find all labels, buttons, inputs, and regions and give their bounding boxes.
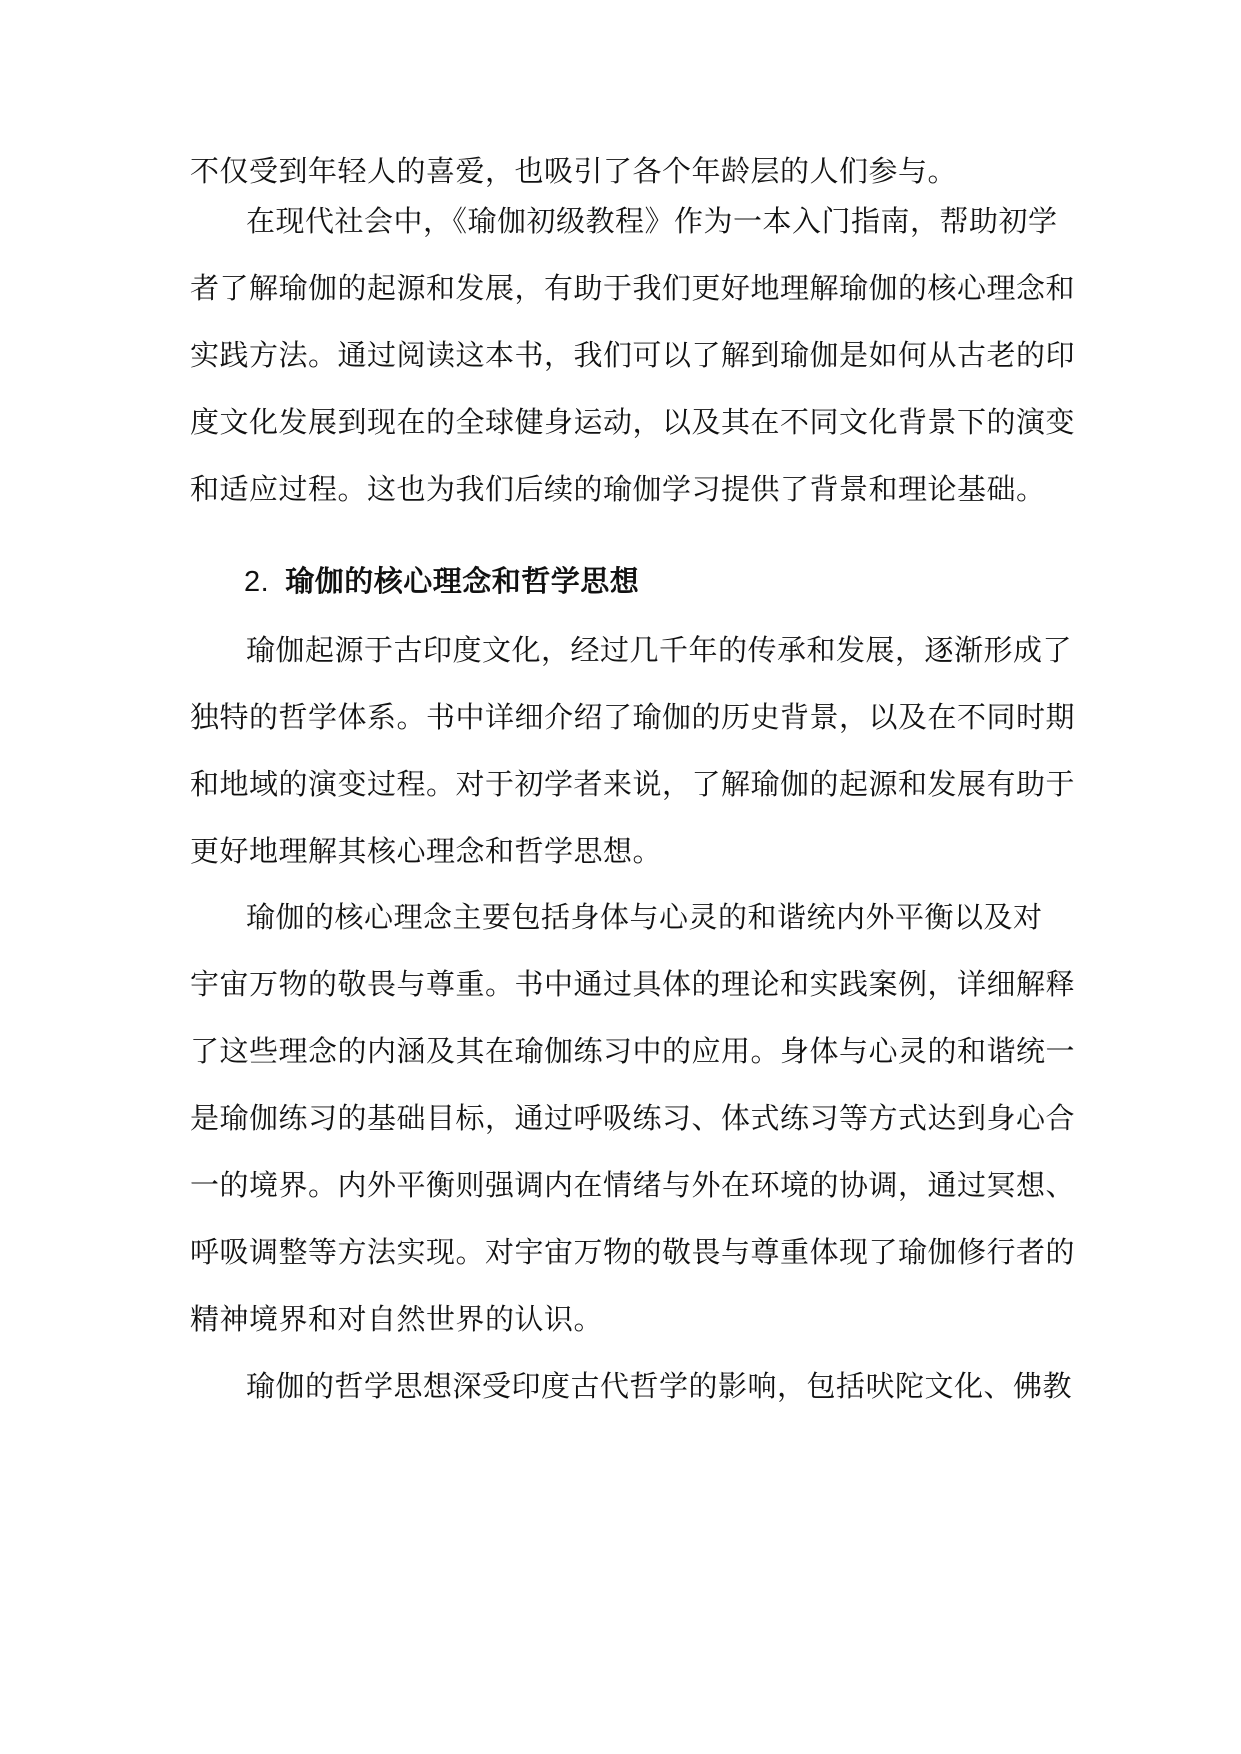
paragraph-line: 宇宙万物的敬畏与尊重。书中通过具体的理论和实践案例，详细解释 — [190, 967, 1076, 1001]
paragraph-line: 度文化发展到现在的全球健身运动，以及其在不同文化背景下的演变 — [190, 405, 1076, 439]
paragraph-line: 和适应过程。这也为我们后续的瑜伽学习提供了背景和理论基础。 — [190, 472, 1046, 506]
paragraph-line: 更好地理解其核心理念和哲学思想。 — [190, 834, 663, 868]
paragraph-line: 者了解瑜伽的起源和发展，有助于我们更好地理解瑜伽的核心理念和 — [190, 271, 1076, 305]
paragraph-line: 瑜伽起源于古印度文化，经过几千年的传承和发展，逐渐形成了 — [246, 633, 1073, 667]
section-heading — [244, 561, 639, 601]
section-title: 瑜伽的核心理念和哲学思想 — [285, 564, 640, 598]
paragraph-line: 不仅受到年轻人的喜爱，也吸引了各个年龄层的人们参与。 — [190, 154, 958, 188]
section-number: 2. — [244, 566, 270, 598]
paragraph-line: 呼吸调整等方法实现。对宇宙万物的敬畏与尊重体现了瑜伽修行者的 — [190, 1235, 1076, 1269]
paragraph-line: 精神境界和对自然世界的认识。 — [190, 1302, 604, 1336]
paragraph-line: 瑜伽的核心理念主要包括身体与心灵的和谐统内外平衡以及对 — [246, 900, 1043, 934]
paragraph-line: 在现代社会中，《瑜伽初级教程》作为一本入门指南，帮助初学 — [246, 204, 1058, 238]
paragraph-line: 了这些理念的内涵及其在瑜伽练习中的应用。身体与心灵的和谐统一 — [190, 1034, 1076, 1068]
paragraph-line: 一的境界。内外平衡则强调内在情绪与外在环境的协调，通过冥想、 — [190, 1168, 1076, 1202]
paragraph-line: 和地域的演变过程。对于初学者来说，了解瑜伽的起源和发展有助于 — [190, 767, 1076, 801]
paragraph-line: 实践方法。通过阅读这本书，我们可以了解到瑜伽是如何从古老的印 — [190, 338, 1076, 372]
paragraph-line: 瑜伽的哲学思想深受印度古代哲学的影响，包括吠陀文化、佛教 — [246, 1369, 1073, 1403]
paragraph-line: 独特的哲学体系。书中详细介绍了瑜伽的历史背景，以及在不同时期 — [190, 700, 1076, 734]
paragraph-line: 是瑜伽练习的基础目标，通过呼吸练习、体式练习等方式达到身心合 — [190, 1101, 1076, 1135]
